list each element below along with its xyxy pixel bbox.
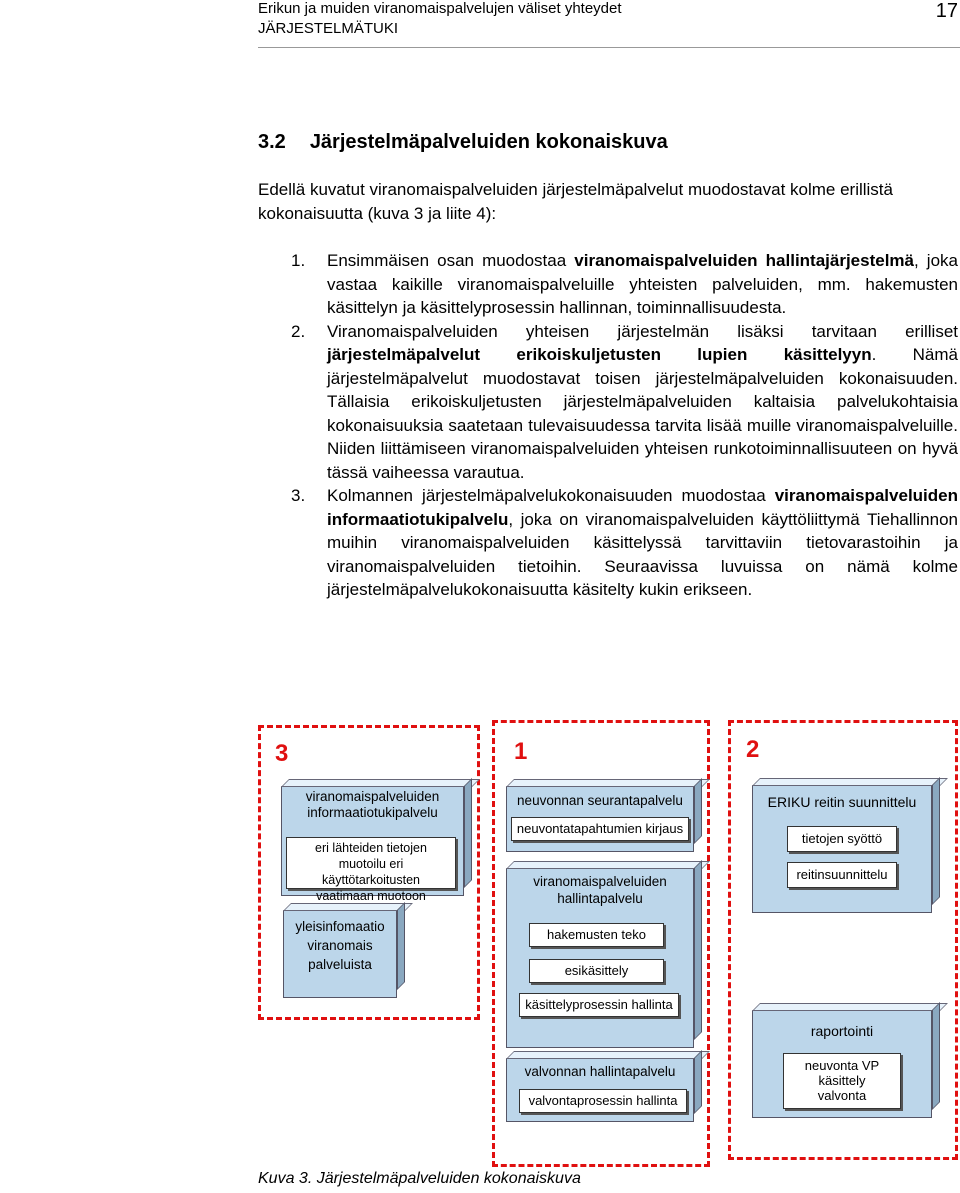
- region-1-label: 1: [514, 738, 528, 765]
- list-number: 1.: [291, 251, 306, 270]
- list-text: Kolmannen järjestelmäpalvelukokonaisuuden muodostaa: [327, 486, 775, 505]
- eriku-route-box: [752, 785, 932, 913]
- list-text: , joka vastaa kaikille viranomaispalveluille yhteisten palveluiden, mm. hakemusten käsittelyn ja käsittelyprosessin hallinnan, toiminnallisuudesta.: [327, 251, 958, 317]
- section-number: 3.2: [258, 131, 286, 153]
- supervision-title: valvonnan hallintapalvelu: [524, 1064, 676, 1079]
- supervision-box: [506, 1058, 694, 1122]
- supervision-inner: valvontaprosessin hallinta: [519, 1089, 687, 1113]
- region-2-label: 2: [746, 736, 760, 763]
- list-item: [291, 320, 958, 485]
- header-rule: [258, 47, 960, 48]
- reporting-box: [752, 1010, 932, 1118]
- list-bold-text: viranomaispalveluiden hallintajärjestelmä: [574, 251, 914, 270]
- list-text: Viranomaispalveluiden yhteisen järjestelmän lisäksi tarvitaan erilliset: [327, 321, 958, 341]
- running-header-title: Erikun ja muiden viranomaispalvelujen väliset yhteydet: [258, 0, 622, 17]
- management-service-title: viranomaispalveluiden hallintapalvelu: [533, 874, 667, 906]
- system-overview-diagram: [258, 720, 960, 1160]
- region-3-label: 3: [275, 740, 289, 767]
- list-bold-text: viranomaispalveluiden informaatiotukipalvelu: [327, 486, 958, 529]
- list-item: [291, 249, 958, 320]
- reporting-inner: neuvonta VP käsittely valvonta: [783, 1053, 901, 1109]
- list-text: Ensimmäisen osan muodostaa: [327, 251, 575, 270]
- eriku-route-title: ERIKU reitin suunnittelu: [767, 794, 917, 810]
- running-header-subtitle: JÄRJESTELMÄTUKI: [258, 20, 399, 37]
- advice-tracking-box: [506, 786, 694, 852]
- list-bold-text: järjestelmäpalvelut erikoiskuljetusten lupien käsittelyyn: [327, 345, 872, 364]
- list-text: . Nämä järjestelmäpalvelut muodostavat toisen järjestelmäpalveluiden kokonaisuuden. Tällaisia erikoiskuljetusten järjestelmäpalveluiden kaltaisia palvelukohtaisia kokonaisuuksia saatetaan tulevaisuudessa tarvita lisää muille viranomaispalveluille. Niiden liittämiseen viranomaispalveluiden yhteisen runkotoiminnallisuuteen on hyvä tässä vaiheessa varautua.: [327, 345, 959, 482]
- advice-tracking-inner: neuvontatapahtumien kirjaus: [511, 817, 689, 841]
- reporting-title: raportointi: [810, 1023, 874, 1039]
- data-entry-item: tietojen syöttö: [787, 826, 897, 852]
- general-info-box: [283, 910, 397, 998]
- section-title: Järjestelmäpalveluiden kokonaiskuva: [309, 131, 668, 153]
- information-support-box: [281, 786, 464, 903]
- information-support-inner: eri lähteiden tietojen muotoilu eri käyttötarkoitusten vaatimaan muotoon: [286, 837, 456, 889]
- preprocessing-item: esikäsittely: [529, 959, 664, 983]
- process-management-item: käsittelyprosessin hallinta: [519, 993, 679, 1017]
- list-number: 2.: [291, 321, 306, 341]
- advice-tracking-title: neuvonnan seurantapalvelu: [517, 793, 683, 808]
- page-number: 17: [935, 0, 958, 22]
- figure-caption: Kuva 3. Järjestelmäpalveluiden kokonaiskuva: [258, 1170, 581, 1187]
- list-item: [291, 484, 958, 602]
- information-support-title: viranomaispalveluiden informaatiotukipalvelu: [305, 789, 440, 820]
- intro-paragraph: Edellä kuvatut viranomaispalveluiden järjestelmäpalvelut muodostavat kolme erillistä kokonaisuutta (kuva 3 ja liite 4):: [258, 180, 893, 223]
- list-text: , joka on viranomaispalveluiden käyttöliittymä Tiehallinnon muihin viranomaispalveluiden käsittelyssä tarvittaviin tietovarastoihin ja viranomaispalveluiden tietoihin. Seuraavissa luvuissa on nämä kolme järjestelmäpalvelukokonaisuutta käsitelty kukin erikseen.: [327, 509, 958, 599]
- numbered-list: [291, 249, 958, 602]
- general-info-title: yleisinfomaatio viranomais palveluista: [295, 919, 385, 972]
- section-heading: [258, 131, 668, 154]
- route-planning-item: reitinsuunnittelu: [787, 862, 897, 888]
- management-service-box: [506, 868, 694, 1048]
- list-number: 3.: [291, 486, 306, 505]
- application-item: hakemusten teko: [529, 923, 664, 947]
